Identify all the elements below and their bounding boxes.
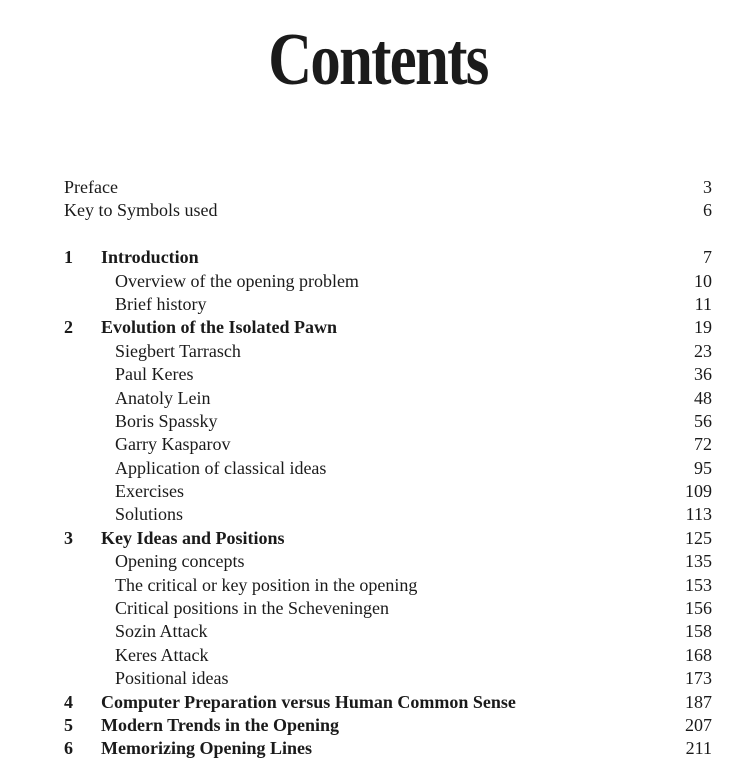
entry-title: Exercises: [115, 481, 184, 502]
entry-title: Critical positions in the Scheveningen: [115, 598, 389, 619]
front-matter: [64, 176, 712, 223]
entry-title: Key Ideas and Positions: [101, 527, 285, 548]
toc-chapter-entry[interactable]: [64, 316, 712, 339]
entry-title: Modern Trends in the Opening: [101, 714, 340, 735]
entry-title: Garry Kasparov: [115, 434, 231, 455]
toc-chapter-entry[interactable]: [64, 714, 712, 737]
table-of-contents: [64, 176, 712, 761]
chapter-number: 3: [64, 527, 73, 548]
entry-title: Overview of the opening problem: [115, 270, 359, 291]
chapter-list: [64, 246, 712, 761]
page-number: 113: [685, 504, 712, 525]
page-number: 95: [694, 457, 712, 478]
toc-chapter-entry[interactable]: [64, 691, 712, 714]
toc-section-entry[interactable]: [64, 480, 712, 503]
toc-section-entry[interactable]: [64, 410, 712, 433]
page-number: 109: [685, 481, 712, 502]
toc-section-entry[interactable]: [64, 503, 712, 526]
entry-title: Memorizing Opening Lines: [101, 738, 312, 759]
toc-section-entry[interactable]: [64, 574, 712, 597]
chapter-number: 2: [64, 317, 73, 338]
page-number: 11: [694, 293, 712, 314]
page-number: 156: [685, 598, 712, 619]
toc-section-entry[interactable]: [64, 293, 712, 316]
entry-title: Anatoly Lein: [115, 387, 211, 408]
page-number: 7: [703, 247, 712, 268]
chapter-number: 5: [64, 714, 73, 735]
page-number: 10: [694, 270, 712, 291]
entry-title: Siegbert Tarrasch: [115, 340, 241, 361]
entry-title: Computer Preparation versus Human Common Sense: [101, 691, 516, 712]
entry-title: Key to Symbols used: [64, 200, 218, 221]
entry-title: Introduction: [101, 247, 199, 268]
entry-title: Keres Attack: [115, 644, 209, 665]
entry-title: Evolution of the Isolated Pawn: [101, 317, 338, 338]
page-number: 36: [694, 364, 712, 385]
toc-section-entry[interactable]: [64, 620, 712, 643]
page-number: 6: [703, 200, 712, 221]
page-number: 207: [685, 714, 712, 735]
chapter-number: 4: [64, 691, 73, 712]
page-number: 19: [694, 317, 712, 338]
chapter-number: 1: [64, 247, 73, 268]
page-number: 211: [685, 738, 712, 759]
page-number: 158: [685, 621, 712, 642]
toc-section-entry[interactable]: [64, 363, 712, 386]
page-number: 23: [694, 340, 712, 361]
toc-section-entry[interactable]: [64, 387, 712, 410]
toc-section-entry[interactable]: [64, 433, 712, 456]
entry-title: Sozin Attack: [115, 621, 208, 642]
entry-title: Application of classical ideas: [115, 457, 327, 478]
page-number: 173: [685, 668, 712, 689]
toc-section-entry[interactable]: [64, 457, 712, 480]
entry-title: Solutions: [115, 504, 184, 525]
page-number: 153: [685, 574, 712, 595]
section-gap: [64, 223, 712, 246]
toc-section-entry[interactable]: [64, 550, 712, 573]
entry-title: The critical or key position in the opening: [115, 574, 418, 595]
page-number: 168: [685, 644, 712, 665]
page-number: 187: [685, 691, 712, 712]
toc-section-entry[interactable]: [64, 644, 712, 667]
toc-chapter-entry[interactable]: [64, 246, 712, 269]
entry-title: Paul Keres: [115, 364, 194, 385]
entry-title: Boris Spassky: [115, 410, 218, 431]
toc-section-entry[interactable]: [64, 667, 712, 690]
toc-section-entry[interactable]: [64, 597, 712, 620]
page-title: Contents: [268, 19, 488, 101]
page-number: 72: [694, 434, 712, 455]
chapter-number: 6: [64, 738, 73, 759]
page-number: 125: [685, 527, 712, 548]
page-number: 56: [694, 410, 712, 431]
entry-title: Preface: [64, 177, 118, 197]
toc-front-entry[interactable]: [64, 176, 712, 199]
page-number: 48: [694, 387, 712, 408]
page-number: 3: [703, 177, 712, 197]
page-number: 135: [685, 551, 712, 572]
toc-chapter-entry[interactable]: [64, 737, 712, 760]
toc-front-entry[interactable]: [64, 199, 712, 222]
entry-title: Opening concepts: [115, 551, 245, 572]
toc-section-entry[interactable]: [64, 270, 712, 293]
entry-title: Brief history: [115, 293, 207, 314]
toc-section-entry[interactable]: [64, 340, 712, 363]
toc-chapter-entry[interactable]: [64, 527, 712, 550]
entry-title: Positional ideas: [115, 668, 229, 689]
